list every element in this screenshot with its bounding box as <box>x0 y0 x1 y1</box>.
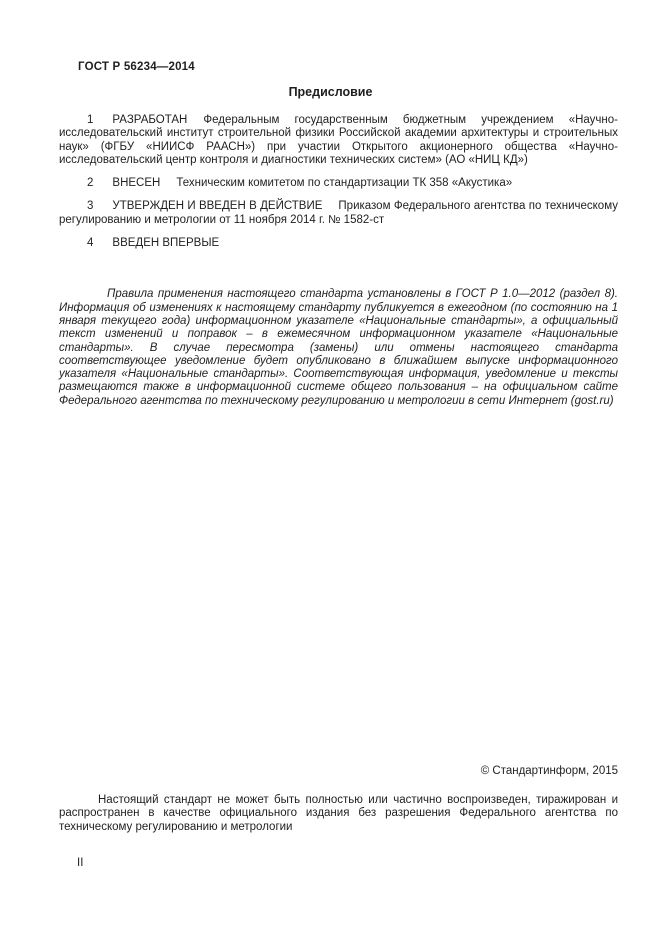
foreword-item-submitted <box>59 177 618 190</box>
item-label: УТВЕРЖДЕН И ВВЕДЕН В ДЕЙСТВИЕ <box>112 200 323 213</box>
doc-number: ГОСТ Р 56234—2014 <box>78 61 195 73</box>
foreword-item-first-edition <box>59 237 618 250</box>
item-number: 1 <box>87 114 94 126</box>
reproduction-restriction: Настоящий стандарт не может быть полностью или частично воспроизведен, тиражирован и распространен в качестве официального издания без разрешения Федерального агентства по техническому регулированию и метрологии <box>59 794 618 833</box>
item-label: ВВЕДЕН ВПЕРВЫЕ <box>112 237 220 250</box>
item-number: 4 <box>87 237 94 250</box>
foreword-item-approved <box>59 200 618 227</box>
foreword-item-developed <box>59 114 618 167</box>
item-label: ВНЕСЕН <box>112 177 161 190</box>
copyright-line: © Стандартинформ, 2015 <box>480 765 618 777</box>
item-text: Техническим комитетом по стандартизации ТК 358 «Акустика» <box>176 177 513 190</box>
foreword-section <box>59 114 618 408</box>
item-text: Федеральным государственным бюджетным учреждением «Научно-исследовательский институт строительной физики Российской академии архитектуры и строительных наук» (ФГБУ «НИИСФ РААСН») при участии Открытого акционерного общества «Научно-исследовательский центр контроля и диагностики технических систем» (АО «НИЦ КД») <box>59 114 618 166</box>
item-number: 2 <box>87 177 94 190</box>
item-label: РАЗРАБОТАН <box>112 114 188 126</box>
application-rules-note: Правила применения настоящего стандарта установлены в ГОСТ Р 1.0—2012 (раздел 8). Информация об изменениях к настоящему стандарту публикуется в ежегодном (по состоянию на 1 января текущего года) информационном указателе «Национальные стандарты», а официальный текст изменений и поправок – в ежемесячном информационном указателе «Национальные стандарты». В случае пересмотра (замены) или отмены настоящего стандарта соответствующее уведомление будет опубликовано в ближайшем выпуске информационного указателя «Национальные стандарты». Соответствующая информация, уведомление и тексты размещаются также в информационной системе общего пользования – на официальном сайте Федерального агентства по техническому регулированию и метрологии в сети Интернет (gost.ru) <box>59 288 618 407</box>
page-title: Предисловие <box>288 85 373 99</box>
page-number: II <box>77 857 84 869</box>
item-number: 3 <box>87 200 94 213</box>
item-text: Приказом Федерального агентства по техническому регулированию и метрологии от 11 ноября 2014 г. № 1582-ст <box>59 200 618 226</box>
